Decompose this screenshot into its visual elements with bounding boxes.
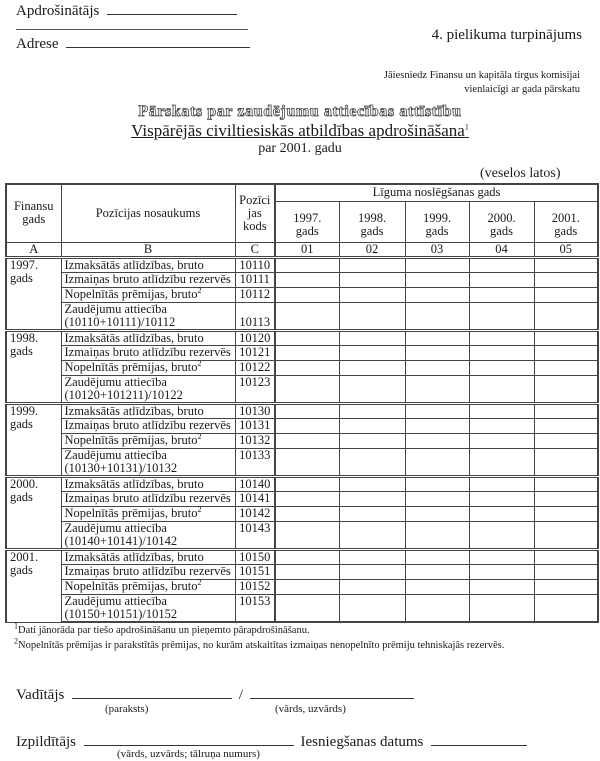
value-input-cell[interactable] — [534, 360, 598, 375]
value-input-cell[interactable] — [339, 345, 405, 360]
formula: (10140+10141)/10142 — [64, 533, 178, 548]
position-name-cell: Izmaksātās atlīdzības, bruto — [61, 257, 235, 272]
value-input-cell[interactable] — [469, 287, 534, 302]
table-row — [6, 448, 598, 476]
value-input-cell[interactable] — [469, 302, 534, 330]
address-input-line[interactable] — [66, 33, 250, 48]
table-row — [6, 594, 598, 622]
value-input-cell[interactable] — [534, 579, 598, 594]
value-input-cell[interactable] — [469, 433, 534, 448]
title-line2 — [0, 121, 600, 141]
submission-date-label: Iesniegšanas datums — [300, 734, 424, 750]
column-code-3: 04 — [469, 242, 534, 257]
position-code-cell: 10140 — [235, 476, 275, 491]
value-input-cell[interactable] — [534, 433, 598, 448]
value-input-cell[interactable] — [534, 491, 598, 506]
insurer-field — [16, 0, 237, 20]
address-field — [16, 33, 250, 53]
table-row — [6, 375, 598, 403]
value-input-cell[interactable] — [469, 272, 534, 287]
value-input-cell[interactable] — [339, 579, 405, 594]
value-input-cell[interactable] — [405, 491, 469, 506]
table-row — [6, 287, 598, 302]
value-input-cell[interactable] — [469, 448, 534, 476]
value-input-cell[interactable] — [469, 549, 534, 564]
position-name-cell: Nopelnītās prēmijas, bruto$^2$ — [61, 433, 235, 448]
manager-signature-line[interactable] — [72, 684, 232, 699]
table-row — [6, 506, 598, 521]
value-input-cell[interactable] — [405, 302, 469, 330]
value-input-cell[interactable] — [469, 521, 534, 549]
value-input-cell[interactable] — [469, 403, 534, 418]
submission-date-line[interactable] — [431, 731, 527, 746]
value-input-cell[interactable] — [405, 418, 469, 433]
signature-separator: / — [238, 687, 243, 703]
letter-b: B — [61, 242, 235, 257]
value-input-cell[interactable] — [275, 476, 339, 491]
table-row — [6, 257, 598, 272]
column-code-2: 03 — [405, 242, 469, 257]
value-input-cell[interactable] — [534, 257, 598, 272]
manager-label: Vadītājs — [16, 687, 65, 703]
value-input-cell[interactable] — [339, 594, 405, 622]
position-code-cell: 10130 — [235, 403, 275, 418]
value-input-cell[interactable] — [275, 594, 339, 622]
financial-year-cell: 2000. gads — [6, 476, 61, 549]
footnote-1: $^1$Dati jānorāda par tiešo apdrošināšanu un pieņemto pārapdrošināšanu. — [14, 621, 310, 636]
table-row — [6, 418, 598, 433]
position-code-cell: 10112 — [235, 287, 275, 302]
value-input-cell[interactable] — [405, 375, 469, 403]
header-contract-year-2: 1999. gads — [405, 201, 469, 242]
address-label: Adrese — [16, 36, 59, 52]
value-input-cell[interactable] — [534, 375, 598, 403]
value-input-cell[interactable] — [339, 476, 405, 491]
insurer-input-line[interactable] — [107, 0, 237, 15]
value-input-cell[interactable] — [469, 579, 534, 594]
value-input-cell[interactable] — [339, 403, 405, 418]
formula: (10150+10151)/10152 — [64, 606, 178, 621]
position-code-cell: 10131 — [235, 418, 275, 433]
position-name-cell: Izmaksātās atlīdzības, bruto — [61, 549, 235, 564]
value-input-cell[interactable] — [469, 257, 534, 272]
table-row — [6, 360, 598, 375]
executor-caption: (vārds, uzvārds; tālruņa numurs) — [117, 748, 260, 760]
value-input-cell[interactable] — [275, 272, 339, 287]
position-code-cell: 10151 — [235, 564, 275, 579]
position-name-cell: Zaudējumu attiecība (10150+10151)/10152 — [61, 594, 235, 622]
value-input-cell[interactable] — [339, 330, 405, 345]
value-input-cell[interactable] — [534, 403, 598, 418]
letter-a: A — [6, 242, 61, 257]
value-input-cell[interactable] — [405, 506, 469, 521]
value-input-cell[interactable] — [339, 287, 405, 302]
header-position-name: Pozīcijas nosaukums — [61, 184, 235, 242]
position-code-cell: 10110 — [235, 257, 275, 272]
value-input-cell[interactable] — [339, 272, 405, 287]
table-row — [6, 564, 598, 579]
position-name-cell: Izmaiņas bruto atlīdzību rezervēs — [61, 491, 235, 506]
value-input-cell[interactable] — [275, 375, 339, 403]
position-name-cell: Izmaiņas bruto atlīdzību rezervēs — [61, 564, 235, 579]
value-input-cell[interactable] — [469, 564, 534, 579]
value-input-cell[interactable] — [469, 375, 534, 403]
value-input-cell[interactable] — [275, 521, 339, 549]
formula: (10130+10131)/10132 — [64, 460, 178, 475]
value-input-cell[interactable] — [339, 360, 405, 375]
loss-ratio-table — [5, 183, 599, 623]
value-input-cell[interactable] — [405, 433, 469, 448]
value-input-cell[interactable] — [275, 564, 339, 579]
table-row — [6, 302, 598, 330]
value-input-cell[interactable] — [469, 506, 534, 521]
position-code-cell: 10113 — [235, 302, 275, 330]
header-contract-year-4: 2001. gads — [534, 201, 598, 242]
value-input-cell[interactable] — [339, 375, 405, 403]
submission-note-line2: vienlaicīgi ar gada pārskatu — [464, 84, 580, 95]
value-input-cell[interactable] — [275, 448, 339, 476]
value-input-cell[interactable] — [339, 564, 405, 579]
position-name-cell: Izmaksātās atlīdzības, bruto — [61, 330, 235, 345]
financial-year-cell: 1998. gads — [6, 330, 61, 403]
value-input-cell[interactable] — [275, 491, 339, 506]
value-input-cell[interactable] — [534, 418, 598, 433]
title-line3: par 2001. gadu — [258, 141, 342, 156]
title-footnote-ref: 1 — [464, 122, 469, 132]
formula: (10110+10111)/10112 — [64, 314, 176, 329]
report-title — [0, 102, 600, 157]
value-input-cell[interactable] — [339, 433, 405, 448]
table-row — [6, 433, 598, 448]
position-code-cell: 10143 — [235, 521, 275, 549]
title-line1: Pārskats par zaudējumu attiecības attīstību — [138, 103, 462, 120]
value-input-cell[interactable] — [405, 330, 469, 345]
position-name-cell: Nopelnītās prēmijas, bruto$^2$ — [61, 579, 235, 594]
annex-note: 4. pielikuma turpinājums — [431, 27, 582, 43]
position-name-cell: Izmaksātās atlīdzības, bruto — [61, 403, 235, 418]
position-code-cell: 10132 — [235, 433, 275, 448]
header-position-code: Pozīci jas kods — [235, 184, 275, 242]
position-code-cell: 10120 — [235, 330, 275, 345]
header-contract-year-3: 2000. gads — [469, 201, 534, 242]
value-input-cell[interactable] — [405, 521, 469, 549]
name-caption: (vārds, uzvārds) — [275, 703, 346, 715]
value-input-cell[interactable] — [405, 345, 469, 360]
value-input-cell[interactable] — [275, 579, 339, 594]
position-code-cell: 10133 — [235, 448, 275, 476]
value-input-cell[interactable] — [275, 403, 339, 418]
value-input-cell[interactable] — [469, 594, 534, 622]
position-name-cell: Izmaiņas bruto atlīdzību rezervēs — [61, 418, 235, 433]
value-input-cell[interactable] — [534, 521, 598, 549]
value-input-cell[interactable] — [534, 506, 598, 521]
value-input-cell[interactable] — [275, 345, 339, 360]
position-code-cell: 10111 — [235, 272, 275, 287]
footnote-2: $^2$Nopelnītās prēmijas ir parakstītās prēmijas, no kurām atskaitītas izmaiņas nenopelnīto prēmiju tehniskajās rezervēs. — [14, 636, 505, 651]
submission-note — [384, 69, 580, 97]
position-code-cell: 10152 — [235, 579, 275, 594]
footnotes — [14, 623, 504, 653]
table-row — [6, 403, 598, 418]
value-input-cell[interactable] — [534, 448, 598, 476]
position-code-cell: 10123 — [235, 375, 275, 403]
position-name-cell: Zaudējumu attiecība (10110+10111)/10112 — [61, 302, 235, 330]
value-input-cell[interactable] — [339, 448, 405, 476]
value-input-cell[interactable] — [339, 302, 405, 330]
value-input-cell[interactable] — [405, 564, 469, 579]
position-code-cell: 10153 — [235, 594, 275, 622]
value-input-cell[interactable] — [534, 476, 598, 491]
header-contract-year-group: Līguma noslēgšanas gads — [275, 184, 598, 201]
table-row — [6, 549, 598, 564]
units-note: (veselos latos) — [480, 166, 561, 181]
value-input-cell[interactable] — [534, 345, 598, 360]
position-name-cell: Izmaiņas bruto atlīdzību rezervēs — [61, 345, 235, 360]
table-row — [6, 330, 598, 345]
value-input-cell[interactable] — [405, 360, 469, 375]
value-input-cell[interactable] — [275, 549, 339, 564]
position-name-cell: Zaudējumu attiecība (10140+10141)/10142 — [61, 521, 235, 549]
value-input-cell[interactable] — [469, 345, 534, 360]
column-code-1: 02 — [339, 242, 405, 257]
executor-row — [16, 731, 527, 751]
position-name-cell: Zaudējumu attiecība (10130+10131)/10132 — [61, 448, 235, 476]
position-name-cell: Zaudējumu attiecība (10120+101211)/10122 — [61, 375, 235, 403]
position-code-cell: 10121 — [235, 345, 275, 360]
manager-signature-row — [16, 684, 414, 704]
value-input-cell[interactable] — [275, 257, 339, 272]
executor-label: Izpildītājs — [16, 734, 76, 750]
value-input-cell[interactable] — [534, 564, 598, 579]
value-input-cell[interactable] — [405, 403, 469, 418]
column-code-4: 05 — [534, 242, 598, 257]
table-row — [6, 272, 598, 287]
value-input-cell[interactable] — [339, 521, 405, 549]
formula: (10120+101211)/10122 — [64, 387, 183, 402]
value-input-cell[interactable] — [469, 476, 534, 491]
value-input-cell[interactable] — [534, 594, 598, 622]
table-row — [6, 579, 598, 594]
table-row — [6, 476, 598, 491]
value-input-cell[interactable] — [469, 418, 534, 433]
letter-c: C — [235, 242, 275, 257]
position-code-cell: 10142 — [235, 506, 275, 521]
executor-line[interactable] — [84, 731, 294, 746]
value-input-cell[interactable] — [275, 433, 339, 448]
value-input-cell[interactable] — [275, 330, 339, 345]
value-input-cell[interactable] — [405, 257, 469, 272]
table-row — [6, 491, 598, 506]
position-name-cell: Izmaiņas bruto atlīdzību rezervēs — [61, 272, 235, 287]
value-input-cell[interactable] — [275, 287, 339, 302]
value-input-cell[interactable] — [469, 491, 534, 506]
header-contract-year-0: 1997. gads — [275, 201, 339, 242]
position-code-cell: 10122 — [235, 360, 275, 375]
position-code-cell: 10141 — [235, 491, 275, 506]
value-input-cell[interactable] — [534, 330, 598, 345]
insurer-label: Apdrošinātājs — [16, 3, 100, 19]
value-input-cell[interactable] — [534, 549, 598, 564]
position-code-cell: 10150 — [235, 549, 275, 564]
value-input-cell[interactable] — [469, 360, 534, 375]
value-input-cell[interactable] — [405, 476, 469, 491]
value-input-cell[interactable] — [534, 272, 598, 287]
value-input-cell[interactable] — [534, 287, 598, 302]
value-input-cell[interactable] — [275, 360, 339, 375]
value-input-cell[interactable] — [275, 302, 339, 330]
value-input-cell[interactable] — [339, 418, 405, 433]
submission-note-line1: Jāiesniedz Finansu un kapitāla tirgus komisijai — [383, 70, 580, 81]
column-code-0: 01 — [275, 242, 339, 257]
financial-year-cell: 2001. gads — [6, 549, 61, 622]
value-input-cell[interactable] — [469, 330, 534, 345]
value-input-cell[interactable] — [339, 549, 405, 564]
value-input-cell[interactable] — [339, 506, 405, 521]
value-input-cell[interactable] — [275, 506, 339, 521]
position-name-cell: Nopelnītās prēmijas, bruto$^2$ — [61, 506, 235, 521]
table-row — [6, 521, 598, 549]
value-input-cell[interactable] — [405, 594, 469, 622]
signature-caption: (paraksts) — [105, 703, 149, 715]
value-input-cell[interactable] — [405, 448, 469, 476]
position-name-cell: Izmaksātās atlīdzības, bruto — [61, 476, 235, 491]
position-name-cell: Nopelnītās prēmijas, bruto$^2$ — [61, 287, 235, 302]
header-financial-year: Finansu gads — [6, 184, 61, 242]
value-input-cell[interactable] — [275, 418, 339, 433]
manager-name-line[interactable] — [250, 684, 414, 699]
insurer-second-line[interactable] — [16, 29, 248, 30]
financial-year-cell: 1999. gads — [6, 403, 61, 476]
position-name-cell: Nopelnītās prēmijas, bruto$^2$ — [61, 360, 235, 375]
value-input-cell[interactable] — [405, 287, 469, 302]
header-contract-year-1: 1998. gads — [339, 201, 405, 242]
value-input-cell[interactable] — [405, 272, 469, 287]
value-input-cell[interactable] — [405, 549, 469, 564]
value-input-cell[interactable] — [534, 302, 598, 330]
table-row — [6, 345, 598, 360]
value-input-cell[interactable] — [339, 491, 405, 506]
value-input-cell[interactable] — [339, 257, 405, 272]
value-input-cell[interactable] — [405, 579, 469, 594]
title-line2-text: Vispārējās civiltiesiskās atbildības apdrošināšana — [131, 121, 465, 140]
financial-year-cell: 1997. gads — [6, 257, 61, 330]
